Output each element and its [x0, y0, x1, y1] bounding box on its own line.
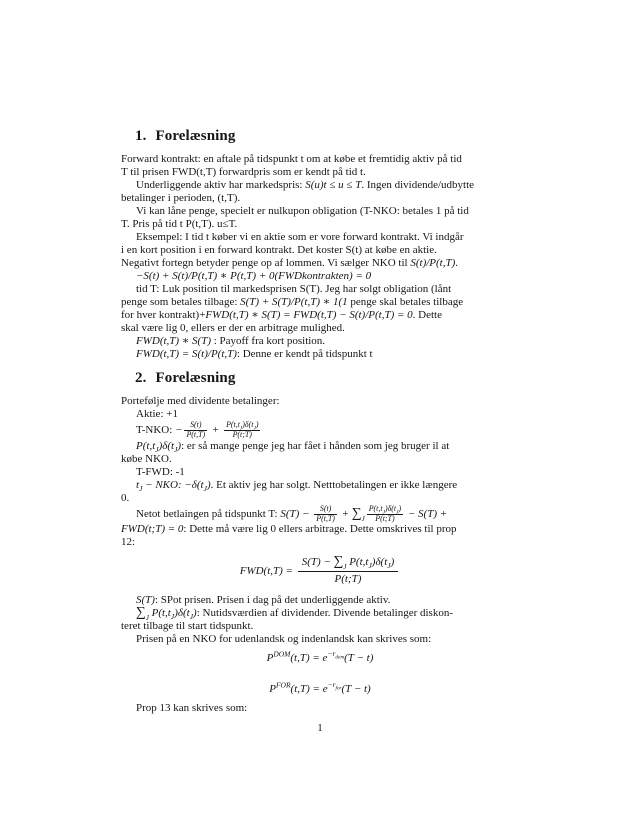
math-inline: S(t) — [319, 503, 332, 513]
section-2-body — [121, 395, 519, 715]
text-line — [121, 205, 519, 218]
text-line — [121, 257, 519, 270]
text-run: 0. — [121, 491, 130, 504]
text-run: Aktie: +1 — [136, 408, 178, 420]
text-line — [121, 335, 519, 348]
math-inline: S(T) — [136, 593, 155, 606]
fraction-numerator — [367, 505, 403, 514]
display-equation — [121, 680, 519, 696]
section-title: Forelæsning — [155, 128, 236, 144]
fraction — [314, 505, 337, 524]
text-line — [121, 218, 519, 231]
text-run: tid T: Luk position til markedsprisen S(T). Jeg har solgt obligation (lånt — [136, 283, 452, 295]
math-inline: $t_J$ − NKO: $-\delta(t_J)$ — [136, 478, 211, 493]
math-inline: P(t;T) — [232, 429, 252, 439]
text-line — [121, 536, 519, 549]
sum-symbol: $\sum_J$ — [351, 504, 365, 523]
fraction-numerator — [298, 555, 399, 571]
text-run: Prisen på en NKO for udenlandsk og indenlandsk kan skrives som: — [136, 632, 432, 645]
section-2-heading — [135, 371, 519, 386]
display-equation — [121, 649, 519, 665]
section-title: Forelæsning — [155, 370, 236, 386]
math-inline: P(t,T) — [316, 513, 335, 523]
text-run: T til prisen FWD(t,T) forwardpris som er kendt på tid t. — [121, 166, 366, 178]
text-run: : Payoff fra kort position. — [211, 335, 326, 347]
fraction-denominator — [184, 430, 207, 440]
text-line — [121, 453, 519, 466]
text-run: for hver kontrakt)+ — [121, 309, 206, 321]
text-run: : Dette må være lig 0 ellers arbitrage. Dette omskrives til prop — [183, 523, 457, 536]
text-line — [121, 395, 519, 408]
math-inline: $P(t,t_J)\delta(t_J)$ — [346, 556, 395, 571]
text-line — [121, 283, 519, 296]
math-inline: S(t) — [190, 420, 202, 429]
section-2 — [121, 371, 519, 715]
text-line — [121, 322, 519, 335]
math-inline: − S(T) + — [405, 507, 448, 520]
sum-symbol: $\sum_J$ — [136, 603, 149, 622]
fraction-numerator — [184, 421, 207, 430]
math-inline: $P(t,t_J)\delta(t_J)$ — [226, 420, 259, 432]
text-line — [121, 192, 519, 205]
text-line — [121, 296, 519, 309]
math-inline: P(t;T) — [375, 513, 395, 523]
text-line — [121, 348, 519, 361]
text-run: Vi kan låne penge, specielt er nulkupon obligation (T-NKO: betales 1 på tid — [136, 205, 469, 217]
math-inline: P(t,T) — [186, 429, 206, 439]
text-run: . Et aktiv jeg har solgt. Netttobetalingen er ikke længere — [210, 478, 458, 491]
math-inline: S(T) − — [280, 507, 313, 520]
text-line — [121, 309, 519, 322]
text-run: . — [455, 257, 459, 269]
math-inline: − — [175, 423, 183, 436]
math-inline: S(T) − — [301, 556, 334, 569]
text-line — [121, 466, 519, 479]
text-line — [121, 505, 519, 524]
text-run: Forward kontrakt: en aftale på tidspunkt t om at købe et fremtidig aktiv på tid — [121, 153, 462, 165]
fraction-denominator — [314, 514, 337, 524]
math-inline: $P(t,t_J)\delta(t_J)$ — [136, 439, 182, 454]
section-number: 1. — [135, 128, 147, 144]
math-inline: S(u)t ≤ u ≤ T — [305, 179, 362, 191]
text-run: Netot betlaingen på tidspunkt T: — [136, 507, 281, 520]
math-inline: FWD(t;T) = 0 — [121, 523, 184, 536]
text-run: penge som betales tilbage: — [121, 296, 241, 308]
fraction — [224, 421, 260, 440]
math-inline: + — [338, 507, 352, 520]
page-number: 1 — [317, 722, 323, 734]
text-run: : Denne er kendt på tidspunkt t — [236, 348, 373, 360]
text-line — [121, 244, 519, 257]
text-line — [121, 702, 519, 715]
text-line — [121, 620, 519, 633]
math-inline: P(t;T) — [334, 573, 362, 586]
text-line — [121, 408, 519, 421]
text-run: : SPot prisen. Prisen i dag på det underliggende aktiv. — [154, 593, 391, 606]
text-line — [121, 603, 519, 622]
fraction-numerator — [314, 505, 337, 514]
math-inline: $P(t,t_J)\delta(t_J)$ — [148, 606, 197, 622]
text-run: T-FWD: -1 — [136, 465, 185, 478]
text-line — [121, 153, 519, 166]
text-line — [121, 231, 519, 244]
text-line — [121, 479, 519, 492]
text-line — [121, 179, 519, 192]
math-inline: $P^{DOM}(t,T) = e^{-r_{dom}}(T - t)$ — [266, 649, 374, 664]
page-content — [121, 129, 519, 715]
text-run: : Nutidsværdien af dividender. Divende betalinger diskon- — [196, 606, 453, 619]
text-run: . Ingen dividende/udbytte — [361, 179, 475, 191]
text-run: T-NKO: — [136, 423, 176, 436]
text-run: 12: — [121, 536, 136, 549]
text-run: : er så mange penge jeg har fået i hånden som jeg bruger il at — [181, 439, 450, 452]
text-line — [121, 633, 519, 646]
section-number: 2. — [135, 370, 147, 386]
text-run: i en kort position i en forward kontrakt. Det koster S(t) at købe en aktie. — [121, 244, 437, 256]
section-1-heading — [135, 129, 519, 144]
text-run: Prop 13 kan skrives som: — [136, 701, 248, 714]
text-run: betalinger i perioden, (t,T). — [121, 192, 241, 204]
text-run: penge skal betales tilbage — [347, 296, 464, 308]
fraction — [367, 505, 403, 524]
text-run: . Dette — [412, 309, 442, 321]
text-run: Eksempel: I tid t køber vi en aktie som er vore forward kontrakt. Vi indgår — [136, 231, 464, 243]
sum-symbol: $\sum_J$ — [333, 553, 347, 572]
math-inline: + — [209, 423, 223, 436]
text-run: T. Pris på tid t P(t,T). u≤T. — [121, 218, 238, 230]
math-inline: $P(t,t_J)\delta(t_J)$ — [368, 503, 402, 516]
text-line — [121, 270, 519, 283]
math-inline: S(t)/P(t,T) — [410, 257, 456, 269]
math-inline: FWD(t,T) ∗ S(T) = FWD(t,T) − S(t)/P(t,T) = 0 — [205, 309, 413, 321]
text-line — [121, 166, 519, 179]
text-run: skal være lig 0, ellers er der en arbitrage mulighed. — [121, 322, 345, 334]
math-inline: FWD(t,T) ∗ S(T) — [136, 335, 211, 347]
section-1 — [121, 129, 519, 361]
section-1-body — [121, 153, 519, 361]
math-inline: S(T) + S(T)/P(t,T) ∗ 1(1 — [240, 296, 348, 308]
fraction — [298, 555, 399, 588]
fraction — [184, 421, 207, 440]
text-run: Portefølje med dividente betalinger: — [121, 395, 280, 407]
text-run: Underliggende aktiv har markedspris: — [136, 179, 306, 191]
fraction-denominator — [298, 571, 399, 588]
math-inline: −S(t) + S(t)/P(t,T) ∗ P(t,T) + 0(FWDkontrakten) = 0 — [136, 270, 372, 282]
fraction-numerator — [224, 421, 260, 430]
math-inline: $P^{FOR}(t,T) = e^{-r_{for}}(T - t)$ — [269, 680, 371, 695]
math-inline: FWD(t,T) = — [239, 565, 296, 578]
text-run: teret tilbage til start tidspunkt. — [121, 619, 254, 632]
display-equation — [121, 555, 519, 588]
text-line — [121, 523, 519, 536]
text-line — [121, 421, 519, 440]
math-inline: FWD(t,T) = S(t)/P(t,T) — [136, 348, 237, 360]
text-run: købe NKO. — [121, 452, 172, 465]
text-line — [121, 594, 519, 607]
text-run: Negativt fortegn betyder penge op af lommen. Vi sælger NKO til — [121, 257, 411, 269]
text-line — [121, 440, 519, 453]
